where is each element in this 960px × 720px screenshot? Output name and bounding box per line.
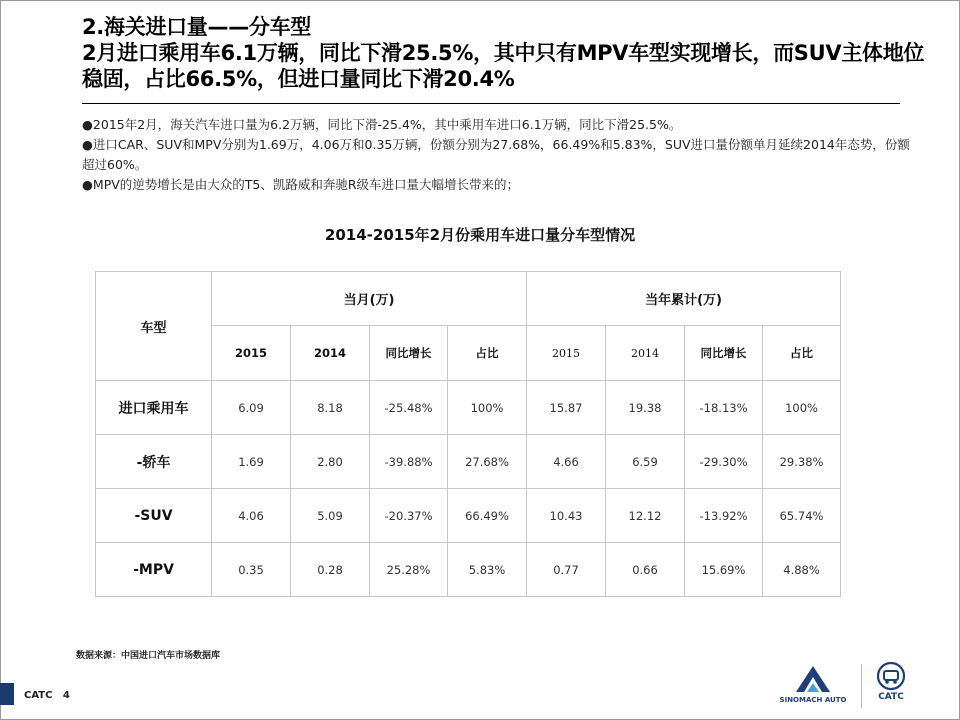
table-cell: 100% <box>448 381 527 435</box>
row-label: -MPV <box>96 543 212 597</box>
table-cell: -25.48% <box>370 381 448 435</box>
header-month-group: 当月(万) <box>212 272 527 326</box>
subheader-cell: 占比 <box>763 326 841 381</box>
table-cell: 1.69 <box>212 435 291 489</box>
table-cell: 8.18 <box>291 381 370 435</box>
table-cell: -20.37% <box>370 489 448 543</box>
table-cell: 2.80 <box>291 435 370 489</box>
table-cell: 5.09 <box>291 489 370 543</box>
data-source-note: 数据来源：中国进口汽车市场数据库 <box>76 651 221 661</box>
bullet-item: ●MPV的逆势增长是由大众的T5、凯路威和奔驰R级车进口量大幅增长带来的； <box>82 177 520 192</box>
table-title: 2014-2015年2月份乘用车进口量分车型情况 <box>324 226 636 244</box>
table-cell: 19.38 <box>606 381 685 435</box>
table-cell: 0.28 <box>291 543 370 597</box>
subheader-cell: 2014 <box>606 326 685 381</box>
table-cell: 4.88% <box>763 543 841 597</box>
footer-accent-bar <box>0 683 14 705</box>
import-table <box>95 271 841 597</box>
slide-title <box>82 14 942 92</box>
header-ytd-group: 当年累计(万) <box>527 272 841 326</box>
table-cell: -13.92% <box>685 489 763 543</box>
title-line-2: 2月进口乘用车6.1万辆，同比下滑25.5%，其中只有MPV车型实现增长，而SUV主体地位稳固，占比66.5%，但进口量同比下滑20.4% <box>82 41 925 91</box>
subheader-cell: 2015 <box>212 326 291 381</box>
subheader-cell: 2014 <box>291 326 370 381</box>
table-cell: 27.68% <box>448 435 527 489</box>
header-vehicle-type: 车型 <box>96 272 212 381</box>
table-cell: 29.38% <box>763 435 841 489</box>
table-cell: -18.13% <box>685 381 763 435</box>
catc-logo-label: CATC <box>878 692 904 702</box>
bullet-item: ●2015年2月，海关汽车进口量为6.2万辆，同比下滑-25.4%，其中乘用车进口6.1万辆，同比下滑25.5%。 <box>82 117 682 132</box>
sinomach-logo-block <box>773 662 853 712</box>
table-cell: 15.87 <box>527 381 606 435</box>
table-row <box>96 543 841 597</box>
table-cell: 4.66 <box>527 435 606 489</box>
table-cell: 4.06 <box>212 489 291 543</box>
table-cell: 25.28% <box>370 543 448 597</box>
sinomach-logo-label: SINOMACH AUTO <box>779 696 847 704</box>
table-cell: -29.30% <box>685 435 763 489</box>
bullet-list <box>82 115 912 195</box>
bullet-item: ●进口CAR、SUV和MPV分别为1.69万，4.06万和0.35万辆，份额分别为27.68%，66.49%和5.83%，SUV进口量份额单月延续2014年态势，份额超过60%。 <box>82 137 910 172</box>
row-label: -轿车 <box>96 435 212 489</box>
table-cell: 12.12 <box>606 489 685 543</box>
subheader-cell: 2015 <box>527 326 606 381</box>
logo-divider <box>861 664 862 708</box>
table-cell: 0.35 <box>212 543 291 597</box>
row-label: 进口乘用车 <box>96 381 212 435</box>
sinomach-logo-icon <box>792 662 834 694</box>
table-cell: 100% <box>763 381 841 435</box>
catc-logo-block <box>866 661 916 711</box>
table-row <box>96 381 841 435</box>
table-cell: 15.69% <box>685 543 763 597</box>
row-label: -SUV <box>96 489 212 543</box>
table-cell: 66.49% <box>448 489 527 543</box>
table-cell: 6.59 <box>606 435 685 489</box>
table-cell: -39.88% <box>370 435 448 489</box>
subheader-cell: 同比增长 <box>370 326 448 381</box>
footer-brand: CATC <box>24 690 53 701</box>
table-cell: 65.74% <box>763 489 841 543</box>
table-row <box>96 435 841 489</box>
table-cell: 5.83% <box>448 543 527 597</box>
table-cell: 0.66 <box>606 543 685 597</box>
table-cell: 0.77 <box>527 543 606 597</box>
table-cell: 6.09 <box>212 381 291 435</box>
subheader-cell: 占比 <box>448 326 527 381</box>
title-divider <box>82 103 900 104</box>
footer-label <box>24 690 70 701</box>
page-number: 4 <box>62 690 70 701</box>
catc-logo-icon <box>876 661 906 691</box>
subheader-cell: 同比增长 <box>685 326 763 381</box>
table-row <box>96 489 841 543</box>
title-line-1: 2.海关进口量——分车型 <box>82 15 311 39</box>
table-cell: 10.43 <box>527 489 606 543</box>
